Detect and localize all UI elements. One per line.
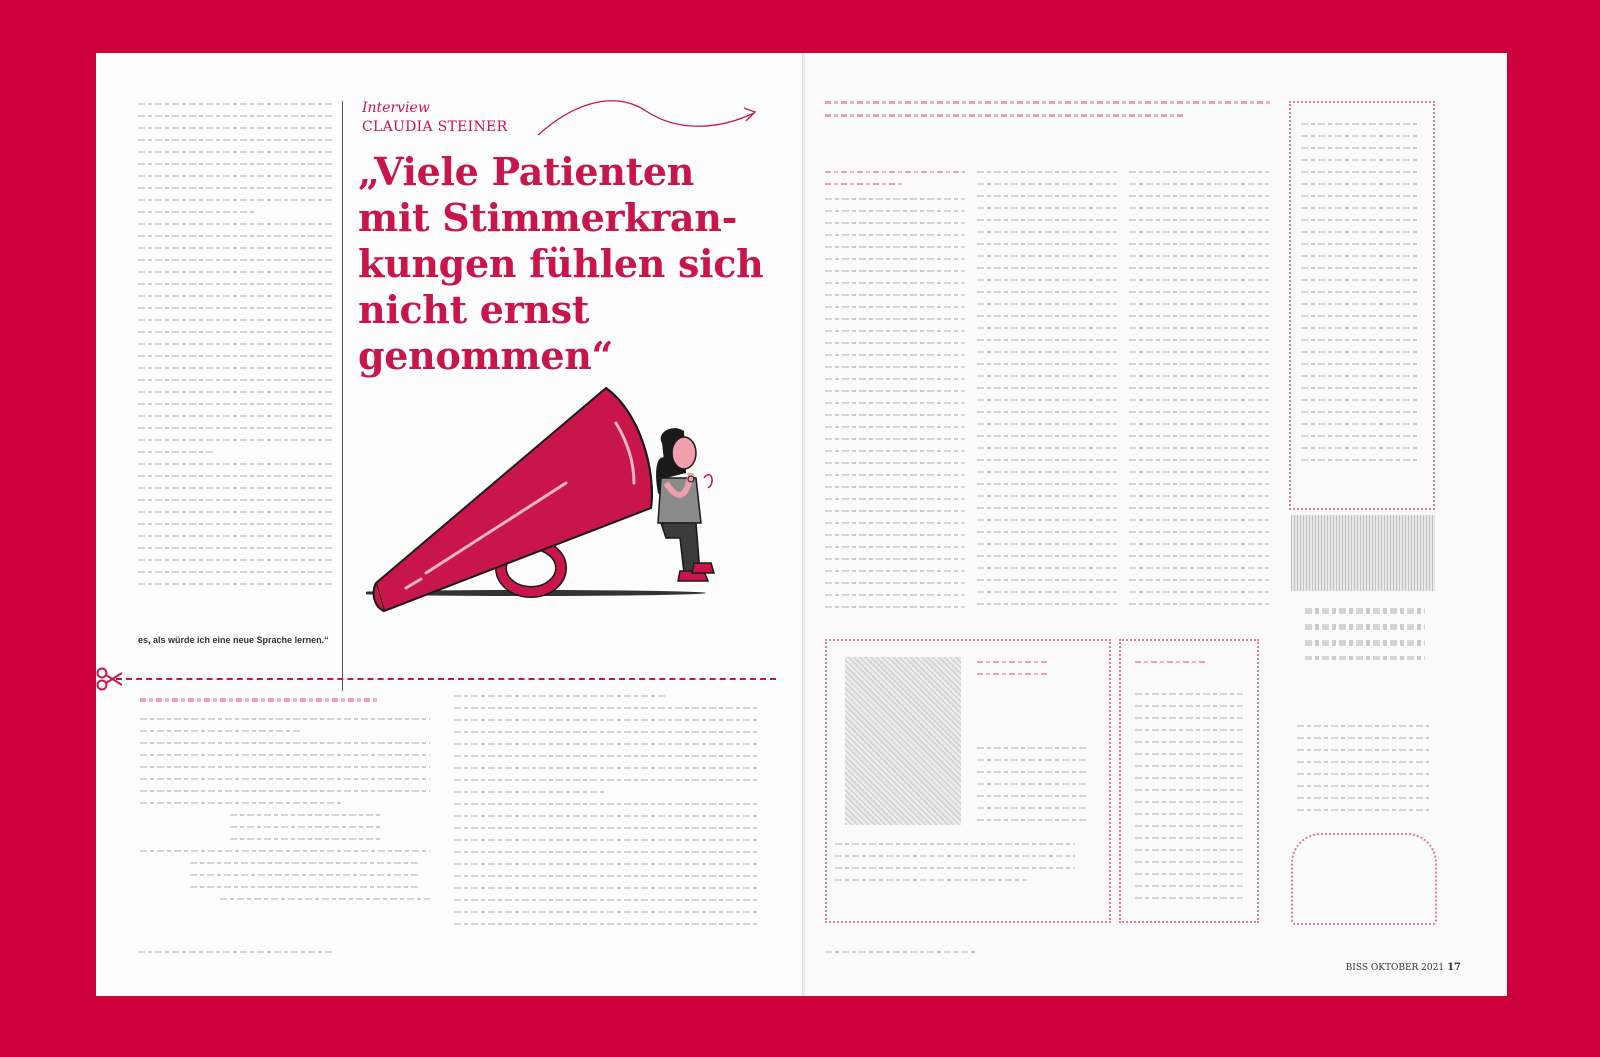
left-footer bbox=[138, 951, 333, 963]
portrait-photo bbox=[845, 657, 961, 825]
left-page bbox=[96, 53, 803, 996]
bio-text bbox=[977, 747, 1087, 831]
right-col-3 bbox=[1129, 171, 1269, 615]
article-author: CLAUDIA STEINER bbox=[362, 119, 508, 135]
subhead-1 bbox=[825, 171, 965, 195]
sidebar-noise-block bbox=[1291, 515, 1435, 591]
cut-line bbox=[116, 678, 776, 680]
coupon-title bbox=[140, 698, 380, 712]
right-intro-text bbox=[825, 101, 1273, 127]
right-footer-left bbox=[825, 951, 975, 963]
left-column-last-line: es, als würde ich eine neue Sprache lernen.“ bbox=[138, 635, 329, 645]
article-headline: „Viele Patienten mit Stimmerkran-kungen fühlen sich nicht ernst genommen“ bbox=[358, 149, 764, 378]
bio-caption bbox=[835, 843, 1075, 891]
right-col-2 bbox=[977, 171, 1117, 615]
info-text bbox=[1135, 693, 1243, 909]
article-kicker: Interview bbox=[362, 100, 430, 116]
right-page bbox=[805, 53, 1507, 996]
sidebar-lower-text bbox=[1297, 725, 1429, 821]
info-title bbox=[1135, 661, 1205, 673]
right-col-1 bbox=[825, 198, 965, 618]
arrow-squiggle-icon bbox=[536, 91, 761, 141]
sidebar-logo bbox=[1305, 608, 1425, 670]
megaphone-illustration bbox=[366, 383, 756, 623]
magazine-issue: BISS OKTOBER 2021 bbox=[1345, 963, 1445, 973]
bio-name bbox=[977, 661, 1047, 685]
left-text-column bbox=[138, 103, 334, 595]
page-footer bbox=[1346, 962, 1461, 973]
sidebar-text bbox=[1301, 123, 1419, 471]
sidebar-bubble bbox=[1291, 833, 1437, 925]
coupon-form-left bbox=[140, 718, 430, 910]
coupon-form-right bbox=[454, 695, 759, 935]
page-number: 17 bbox=[1447, 962, 1461, 973]
column-divider bbox=[342, 101, 343, 691]
